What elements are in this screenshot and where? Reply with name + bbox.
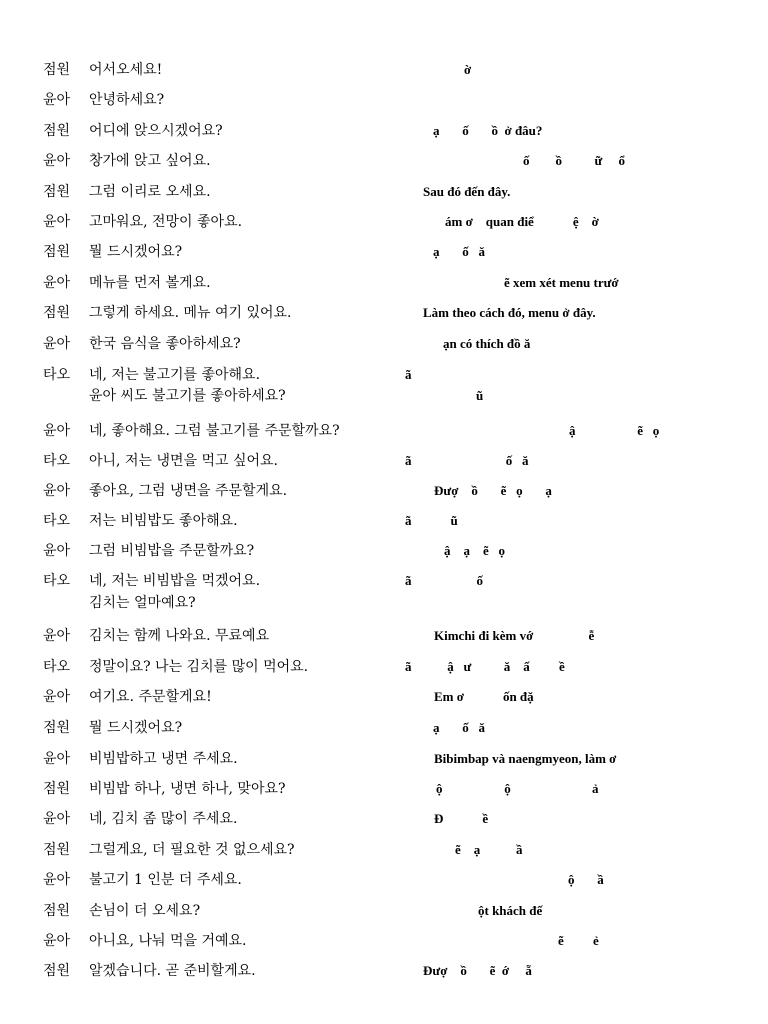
speaker-name: 타오	[43, 367, 71, 383]
vietnamese-text: ậ ạ ẽ ọ	[444, 543, 506, 558]
korean-text: 아니, 저는 냉면을 먹고 싶어요.	[89, 453, 278, 469]
korean-text: 정말이요? 나는 김치를 많이 먹어요.	[89, 659, 309, 675]
korean-text: 어서오세요!	[89, 62, 163, 78]
korean-text: 알겠습니다. 곧 준비할게요.	[89, 963, 256, 979]
vietnamese-text: Kimchi đi kèm vớ ễ	[434, 628, 595, 643]
korean-text: 뭘 드시겠어요?	[89, 720, 183, 736]
korean-text: 그렇게 하세요. 메뉴 여기 있어요.	[89, 305, 292, 321]
speaker-name: 점원	[43, 720, 71, 736]
speaker-name: 타오	[43, 513, 71, 529]
vietnamese-text: ạ ố ă	[433, 720, 485, 735]
vietnamese-text: ũ	[476, 388, 484, 403]
speaker-name: 점원	[43, 184, 71, 200]
speaker-name: 윤아	[43, 214, 71, 230]
vietnamese-text: ố ồ ữ ổ	[523, 153, 626, 168]
vietnamese-text: Sau đó đến đây.	[423, 184, 511, 199]
speaker-name: 점원	[43, 842, 71, 858]
vietnamese-text: ộ ộ ả	[436, 781, 599, 796]
speaker-name: 점원	[43, 244, 71, 260]
speaker-name: 타오	[43, 453, 71, 469]
vietnamese-text: ã	[405, 367, 412, 382]
korean-text: 네, 저는 불고기를 좋아해요.	[89, 367, 261, 383]
speaker-name: 점원	[43, 62, 71, 78]
korean-text: 고마워요, 전망이 좋아요.	[89, 214, 243, 230]
speaker-name: 타오	[43, 659, 71, 675]
vietnamese-text: ã ũ	[405, 513, 458, 528]
speaker-name: 윤아	[43, 751, 71, 767]
korean-text: 메뉴를 먼저 볼게요.	[89, 275, 211, 291]
korean-text: 불고기 1 인분 더 주세요.	[89, 872, 242, 888]
speaker-name: 윤아	[43, 872, 71, 888]
vietnamese-text: ạ ố ă	[433, 244, 485, 259]
speaker-name: 윤아	[43, 275, 71, 291]
korean-text: 윤아 씨도 불고기를 좋아하세요?	[89, 388, 286, 404]
korean-text: 네, 저는 비빔밥을 먹겠어요.	[89, 573, 261, 589]
korean-text: 뭘 드시겠어요?	[89, 244, 183, 260]
korean-text: 그럼 비빔밥을 주문할까요?	[89, 543, 255, 559]
korean-text: 손님이 더 오세요?	[89, 903, 201, 919]
vietnamese-text: Đượ ồ ẽ ớ ẵ	[423, 963, 532, 978]
korean-text: 비빔밥 하나, 냉면 하나, 맞아요?	[89, 781, 286, 797]
speaker-name: 윤아	[43, 933, 71, 949]
korean-text: 김치는 함께 나와요. 무료예요	[89, 628, 270, 644]
vietnamese-text: ẽ xem xét menu trướ	[504, 275, 619, 290]
korean-text: 좋아요, 그럼 냉면을 주문할게요.	[89, 483, 288, 499]
speaker-name: 점원	[43, 903, 71, 919]
speaker-name: 윤아	[43, 543, 71, 559]
vietnamese-text: Đượ ồ ẽ ọ ạ	[434, 483, 552, 498]
vietnamese-text: Bibimbap và naengmyeon, làm ơ	[434, 751, 617, 766]
vietnamese-text: ột khách đế	[478, 903, 543, 918]
korean-text: 안녕하세요?	[89, 92, 165, 108]
speaker-name: 점원	[43, 781, 71, 797]
speaker-name: 윤아	[43, 689, 71, 705]
korean-text: 아니요, 나눠 먹을 거예요.	[89, 933, 247, 949]
korean-text: 김치는 얼마예요?	[89, 595, 196, 611]
korean-text: 네, 김치 좀 많이 주세요.	[89, 811, 238, 827]
speaker-name: 윤아	[43, 336, 71, 352]
korean-text: 여기요. 주문할게요!	[89, 689, 212, 705]
vietnamese-text: ám ơ quan điể ệ ờ	[445, 214, 599, 229]
korean-text: 그럼 이리로 오세요.	[89, 184, 211, 200]
speaker-name: 윤아	[43, 811, 71, 827]
vietnamese-text: ẽ ạ ầ	[455, 842, 523, 857]
vietnamese-text: ẽ ẻ	[558, 933, 599, 948]
vietnamese-text: ờ	[464, 62, 472, 77]
korean-text: 그럴게요, 더 필요한 것 없으세요?	[89, 842, 295, 858]
korean-text: 창가에 앉고 싶어요.	[89, 153, 211, 169]
vietnamese-text: ã ố	[405, 573, 483, 588]
speaker-name: 타오	[43, 573, 71, 589]
korean-text: 어디에 앉으시겠어요?	[89, 123, 223, 139]
korean-text: 네, 좋아해요. 그럼 불고기를 주문할까요?	[89, 423, 340, 439]
speaker-name: 윤아	[43, 92, 71, 108]
vietnamese-text: ạn có thích đồ ă	[443, 336, 531, 351]
speaker-name: 점원	[43, 305, 71, 321]
vietnamese-text: Đ ề	[434, 811, 489, 826]
vietnamese-text: ậ ẽ ọ	[569, 423, 660, 438]
speaker-name: 점원	[43, 123, 71, 139]
speaker-name: 점원	[43, 963, 71, 979]
vietnamese-text: Em ơ ốn đặ	[434, 689, 534, 704]
vietnamese-text: ã ố ă	[405, 453, 529, 468]
vietnamese-text: ạ ố ồ ở đâu?	[433, 123, 543, 138]
vietnamese-text: ã ậ ư ă ấ ề	[405, 659, 565, 674]
speaker-name: 윤아	[43, 153, 71, 169]
vietnamese-text: Làm theo cách đó, menu ở đây.	[423, 305, 596, 320]
korean-text: 한국 음식을 좋아하세요?	[89, 336, 241, 352]
korean-text: 비빔밥하고 냉면 주세요.	[89, 751, 238, 767]
speaker-name: 윤아	[43, 628, 71, 644]
korean-text: 저는 비빔밥도 좋아해요.	[89, 513, 238, 529]
speaker-name: 윤아	[43, 423, 71, 439]
vietnamese-text: ộ ầ	[568, 872, 604, 887]
speaker-name: 윤아	[43, 483, 71, 499]
